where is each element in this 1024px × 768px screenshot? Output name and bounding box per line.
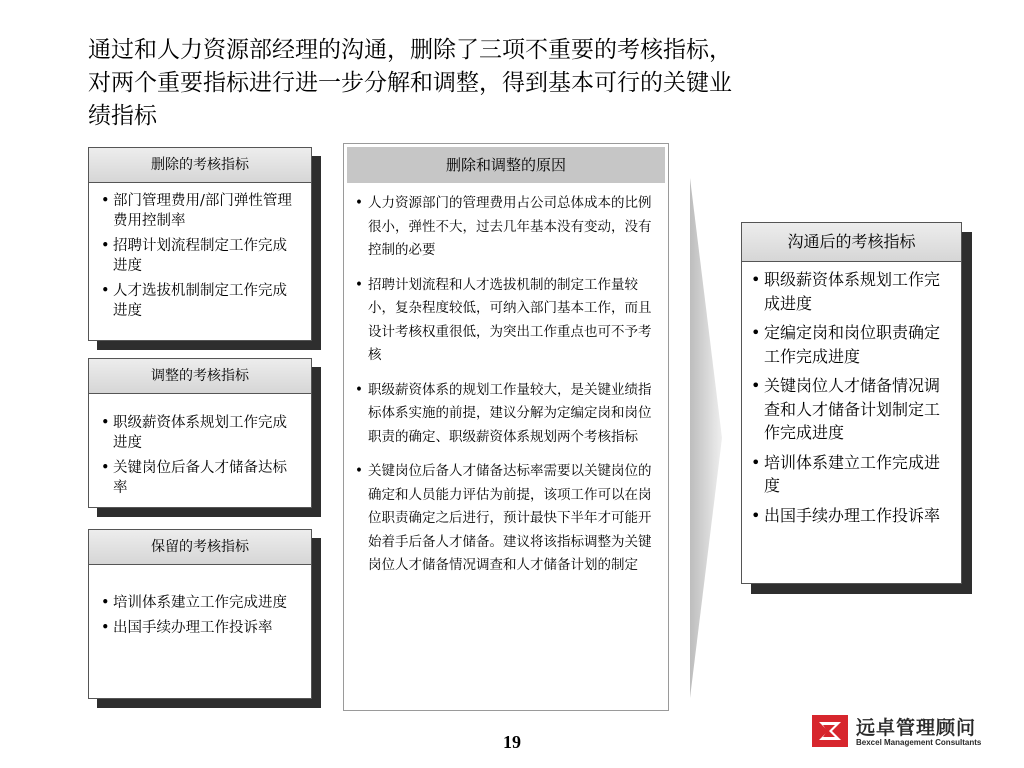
list-item: • 人力资源部门的管理费用占公司总体成本的比例很小，弹性不大，过去几年基本没有变动，没有控制的必要: [354, 192, 656, 263]
list-item: • 职级薪资体系的规划工作量较大，是关键业绩指标体系实施的前提，建议分解为定编定岗和岗位职责的确定、职级薪资体系规划两个考核指标: [354, 379, 656, 450]
reasons-list: [344, 186, 668, 578]
adjusted-indicators-list: [89, 394, 311, 498]
list-item: • 部门管理费用/部门弹性管理费用控制率: [99, 191, 301, 231]
result-indicators-header: 沟通后的考核指标: [742, 223, 961, 262]
list-item: • 培训体系建立工作完成进度: [750, 451, 953, 498]
result-indicators-box: [741, 222, 962, 584]
logo-name-cn: 远卓管理顾问: [856, 717, 977, 739]
kept-indicators-list: [89, 565, 311, 638]
company-logo: [810, 711, 1010, 755]
logo-name-en: Bexcel Management Consultants: [856, 738, 982, 747]
adjusted-indicators-header: 调整的考核指标: [89, 359, 311, 394]
logo-mark-icon: [810, 711, 850, 751]
list-item: • 人才选拔机制制定工作完成进度: [99, 281, 301, 321]
list-item: • 招聘计划流程制定工作完成进度: [99, 236, 301, 276]
title-line-1: 通过和人力资源部经理的沟通，删除了三项不重要的考核指标，: [88, 37, 732, 63]
list-item: • 招聘计划流程和人才选拔机制的制定工作量较小，复杂程度较低，可纳入部门基本工作，而且设计考核权重很低，为突出工作重点也可不予考核: [354, 274, 656, 368]
list-item: • 培训体系建立工作完成进度: [99, 593, 301, 613]
chevron-right-arrow-icon: [690, 178, 724, 698]
list-item: • 职级薪资体系规划工作完成进度: [750, 268, 953, 315]
kept-indicators-header: 保留的考核指标: [89, 530, 311, 565]
deleted-indicators-list: [89, 183, 311, 321]
title-line-3: 绩指标: [88, 103, 157, 129]
list-item: • 出国手续办理工作投诉率: [750, 504, 953, 528]
list-item: • 定编定岗和岗位职责确定工作完成进度: [750, 321, 953, 368]
page-number: 19: [503, 732, 521, 752]
slide-title: [88, 34, 908, 133]
reasons-header: 删除和调整的原因: [347, 147, 665, 183]
adjusted-indicators-box: [88, 358, 312, 508]
title-line-2: 对两个重要指标进行进一步分解和调整，得到基本可行的关键业: [88, 70, 732, 96]
result-indicators-list: [742, 262, 961, 527]
list-item: • 关键岗位后备人才储备达标率: [99, 458, 301, 498]
list-item: • 关键岗位后备人才储备达标率需要以关键岗位的确定和人员能力评估为前提，该项工作可以在岗位职责确定之后进行，预计最快下半年才可能开始着手后备人才储备。建议将该指标调整为关键岗位人才储备情况调查和人才储备计划的制定: [354, 460, 656, 578]
list-item: • 职级薪资体系规划工作完成进度: [99, 413, 301, 453]
reasons-panel: [343, 143, 669, 711]
deleted-indicators-box: [88, 147, 312, 341]
kept-indicators-box: [88, 529, 312, 699]
list-item: • 出国手续办理工作投诉率: [99, 618, 301, 638]
deleted-indicators-header: 删除的考核指标: [89, 148, 311, 183]
list-item: • 关键岗位人才储备情况调查和人才储备计划制定工作完成进度: [750, 374, 953, 445]
